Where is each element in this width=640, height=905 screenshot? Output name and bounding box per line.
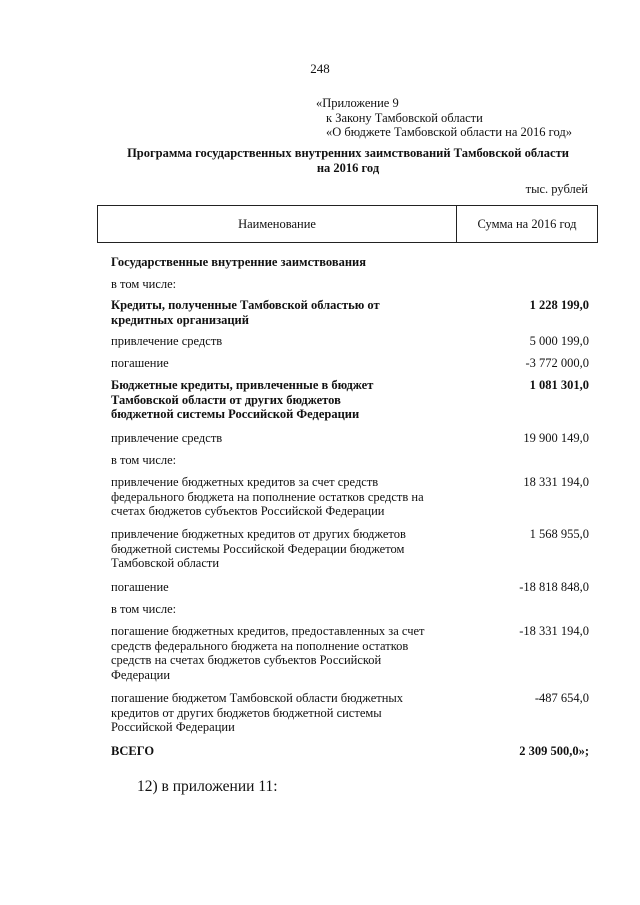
table-row: [111, 255, 589, 270]
page-number: 248: [310, 61, 330, 76]
row-value: 18 331 194,0: [523, 475, 589, 489]
table-row: [111, 378, 589, 422]
row-label: привлечение бюджетных кредитов от других бюджетов бюджетной системы Российской Федерации бюджетом Тамбовской области: [111, 527, 406, 570]
row-value: 1 568 955,0: [529, 527, 589, 541]
row-label: ВСЕГО: [111, 744, 155, 758]
table-row: [111, 431, 589, 446]
row-value: -18 818 848,0: [519, 580, 589, 594]
table-row: [111, 602, 589, 617]
row-label: погашение: [111, 356, 169, 370]
row-label: Государственные внутренние заимствования: [111, 255, 367, 269]
table-row: [111, 580, 589, 595]
row-label: в том числе:: [111, 277, 177, 291]
row-label: привлечение бюджетных кредитов за счет средств федерального бюджета на пополнение остатков средств на счетах бюджетов субъектов Российской Федерации: [111, 475, 424, 518]
table-header: [97, 205, 598, 243]
next-section-heading: 12) в приложении 11:: [137, 778, 278, 795]
table-row: [111, 356, 589, 371]
table-row-total: [111, 744, 589, 759]
row-value: -487 654,0: [534, 691, 589, 705]
header-sum: Сумма на 2016 год: [477, 216, 577, 231]
document-title: [98, 146, 598, 176]
row-value: 2 309 500,0»;: [519, 744, 589, 758]
row-label: Кредиты, полученные Тамбовской областью от кредитных организаций: [111, 298, 380, 327]
row-label: привлечение средств: [111, 431, 223, 445]
row-value: -3 772 000,0: [525, 356, 589, 370]
row-label: в том числе:: [111, 453, 177, 467]
table-row: [111, 277, 589, 292]
table-row: [111, 624, 589, 682]
title-line-1: Программа государственных внутренних заимствований Тамбовской области: [127, 146, 569, 160]
row-label: погашение: [111, 580, 169, 594]
row-value: [441, 277, 589, 292]
table-row: [111, 298, 589, 327]
row-label: привлечение средств: [111, 334, 223, 348]
row-value: -18 331 194,0: [519, 624, 589, 638]
row-value: 19 900 149,0: [523, 431, 589, 445]
appendix-line-2: к Закону Тамбовской области: [326, 110, 483, 125]
row-value: 1 081 301,0: [529, 378, 589, 392]
row-label: Бюджетные кредиты, привлеченные в бюджет Тамбовской области от других бюджетов бюджетной системы Российской Федерации: [111, 378, 374, 421]
row-value: [441, 453, 589, 468]
table-row: [111, 691, 589, 735]
table-row: [111, 527, 589, 571]
row-value: 1 228 199,0: [529, 298, 589, 312]
row-label: в том числе:: [111, 602, 177, 616]
row-value: [441, 602, 589, 617]
appendix-line-3: «О бюджете Тамбовской области на 2016 год»: [326, 125, 572, 139]
header-name: Наименование: [98, 206, 457, 242]
appendix-line-1: «Приложение 9: [316, 96, 399, 110]
appendix-reference: [316, 96, 572, 140]
row-label: погашение бюджетных кредитов, предоставленных за счет средств федерального бюджета на пополнение остатков средств на счетах бюджетов субъектов Российской Федерации: [111, 624, 425, 682]
row-value: 5 000 199,0: [529, 334, 589, 348]
row-value: [441, 255, 589, 270]
units-label: тыс. рублей: [525, 182, 588, 196]
table-row: [111, 334, 589, 349]
row-label: погашение бюджетом Тамбовской области бюджетных кредитов от других бюджетов бюджетной системы Российской Федерации: [111, 691, 404, 734]
title-line-2: на 2016 год: [316, 161, 380, 175]
table-row: [111, 475, 589, 519]
table-row: [111, 453, 589, 468]
